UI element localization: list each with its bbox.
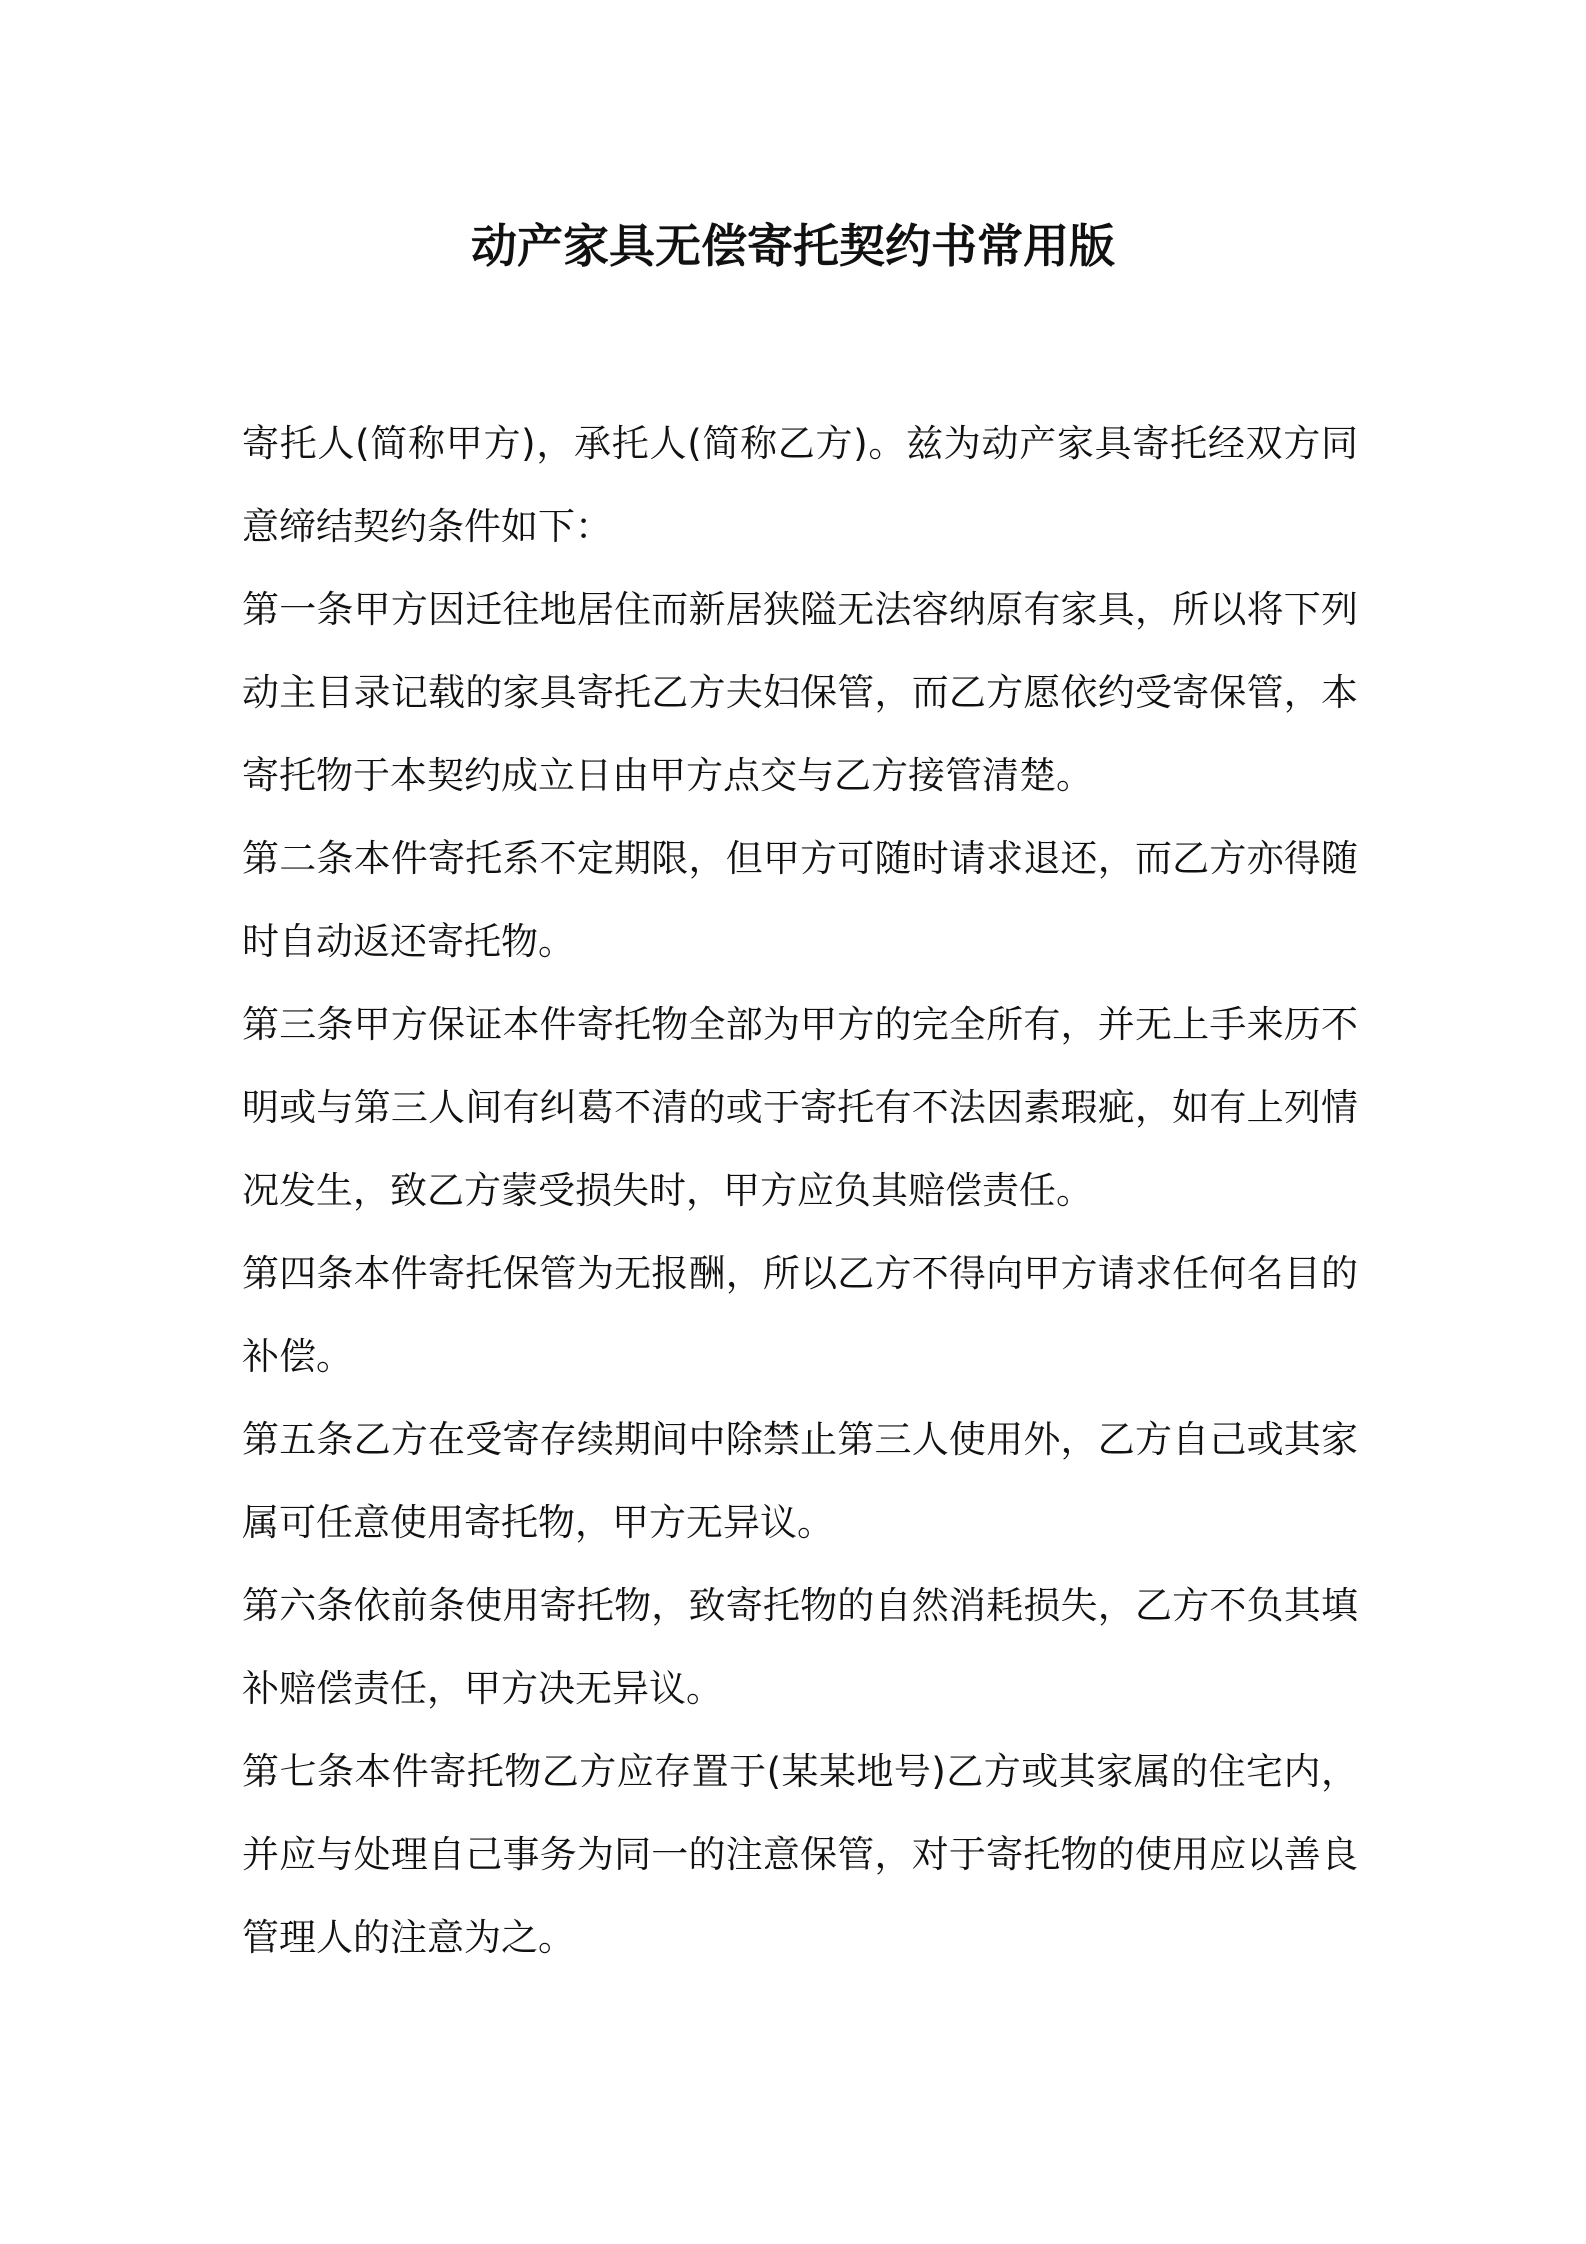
article-5-paragraph: 第五条乙方在受寄存续期间中除禁止第三人使用外，乙方自己或其家属可任意使用寄托物，甲方无异议。 [242, 1418, 1358, 1544]
article-1-paragraph: 第一条甲方因迁往地居住而新居狭隘无法容纳原有家具，所以将下列动主目录记载的家具寄托乙方夫妇保管，而乙方愿依约受寄保管，本寄托物于本契约成立日由甲方点交与乙方接管清楚。 [242, 588, 1358, 797]
document-title: 动产家具无偿寄托契约书常用版 [471, 219, 1115, 273]
article-6-paragraph: 第六条依前条使用寄托物，致寄托物的自然消耗损失，乙方不负其填补赔偿责任，甲方决无异议。 [242, 1584, 1358, 1710]
preamble-paragraph: 寄托人(简称甲方)，承托人(简称乙方)。兹为动产家具寄托经双方同意缔结契约条件如下： [242, 422, 1358, 548]
article-3-paragraph: 第三条甲方保证本件寄托物全部为甲方的完全所有，并无上手来历不明或与第三人间有纠葛不清的或于寄托有不法因素瑕疵，如有上列情况发生，致乙方蒙受损失时，甲方应负其赔偿责任。 [242, 1003, 1358, 1212]
article-7-paragraph: 第七条本件寄托物乙方应存置于(某某地号)乙方或其家属的住宅内，并应与处理自己事务为同一的注意保管，对于寄托物的使用应以善良管理人的注意为之。 [242, 1750, 1358, 1959]
document-body [242, 402, 1358, 1979]
article-4-paragraph: 第四条本件寄托保管为无报酬，所以乙方不得向甲方请求任何名目的补偿。 [242, 1252, 1358, 1378]
article-2-paragraph: 第二条本件寄托系不定期限，但甲方可随时请求退还，而乙方亦得随时自动返还寄托物。 [242, 837, 1358, 963]
